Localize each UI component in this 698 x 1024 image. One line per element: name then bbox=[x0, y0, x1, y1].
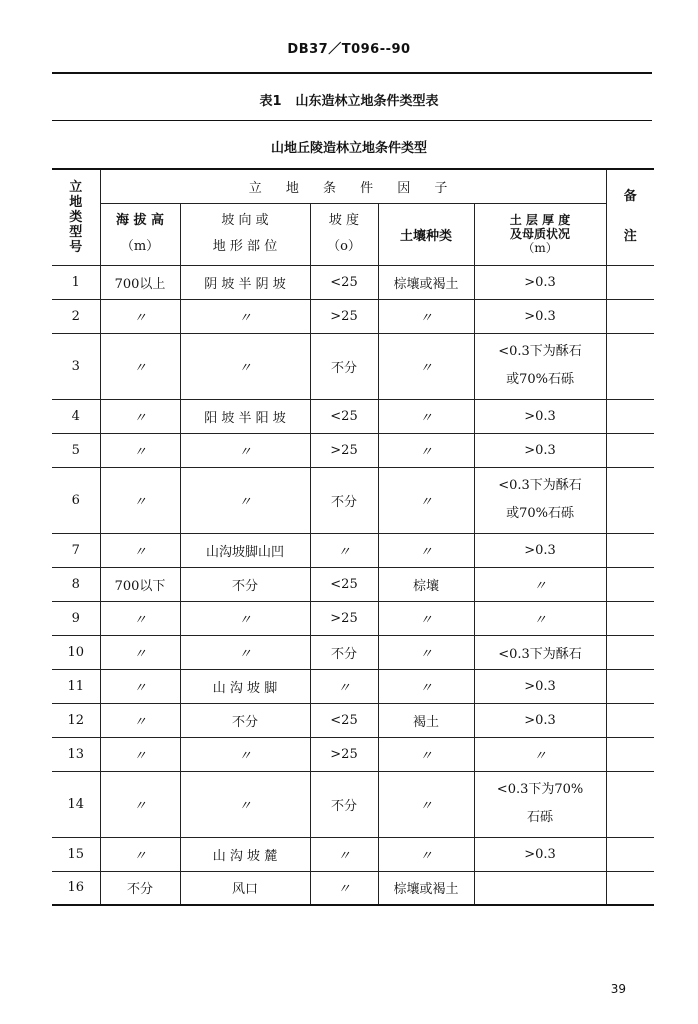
table-row bbox=[52, 265, 654, 299]
header-rule bbox=[52, 72, 652, 74]
cell-depth: <0.3下为酥石 bbox=[474, 635, 606, 669]
cell-no: 7 bbox=[52, 533, 100, 567]
cell-slope: 〃 bbox=[310, 871, 378, 905]
cell-depth bbox=[474, 771, 606, 837]
cell-remark bbox=[606, 703, 654, 737]
cell-slope: 不分 bbox=[310, 333, 378, 399]
cell-aspect: 风口 bbox=[180, 871, 310, 905]
cell-remark bbox=[606, 299, 654, 333]
cell-no: 4 bbox=[52, 399, 100, 433]
table-row bbox=[52, 703, 654, 737]
cell-aspect: 不分 bbox=[180, 703, 310, 737]
cell-remark bbox=[606, 533, 654, 567]
cell-depth: >0.3 bbox=[474, 265, 606, 299]
cell-slope: 〃 bbox=[310, 669, 378, 703]
cell-remark bbox=[606, 567, 654, 601]
cell-remark bbox=[606, 737, 654, 771]
table-number: 表1 bbox=[259, 94, 282, 109]
cell-soil: 〃 bbox=[378, 601, 474, 635]
cell-remark bbox=[606, 399, 654, 433]
cell-remark bbox=[606, 837, 654, 871]
cell-remark bbox=[606, 467, 654, 533]
cell-remark bbox=[606, 871, 654, 905]
cell-altitude: 〃 bbox=[100, 333, 180, 399]
table-row bbox=[52, 467, 654, 533]
cell-no: 16 bbox=[52, 871, 100, 905]
cell-depth bbox=[474, 333, 606, 399]
cell-slope: 〃 bbox=[310, 533, 378, 567]
table-title bbox=[0, 90, 698, 109]
cell-slope: >25 bbox=[310, 299, 378, 333]
cell-depth: >0.3 bbox=[474, 837, 606, 871]
page-number: 39 bbox=[610, 982, 626, 996]
cell-altitude: 〃 bbox=[100, 703, 180, 737]
cell-altitude: 〃 bbox=[100, 533, 180, 567]
cell-depth: >0.3 bbox=[474, 433, 606, 467]
cell-soil: 〃 bbox=[378, 771, 474, 837]
cell-soil: 〃 bbox=[378, 433, 474, 467]
cell-depth: >0.3 bbox=[474, 399, 606, 433]
document-header: DB37／T096--90 bbox=[287, 42, 411, 57]
cell-no: 10 bbox=[52, 635, 100, 669]
table-row bbox=[52, 737, 654, 771]
cell-no: 9 bbox=[52, 601, 100, 635]
cell-altitude: 700以上 bbox=[100, 265, 180, 299]
site-condition-table bbox=[52, 168, 654, 906]
cell-aspect: 〃 bbox=[180, 299, 310, 333]
cell-depth: >0.3 bbox=[474, 299, 606, 333]
header-soil: 土壤种类 bbox=[378, 203, 474, 265]
cell-no: 1 bbox=[52, 265, 100, 299]
cell-altitude: 〃 bbox=[100, 737, 180, 771]
cell-depth bbox=[474, 871, 606, 905]
table-row bbox=[52, 771, 654, 837]
cell-soil: 棕壤或褐土 bbox=[378, 265, 474, 299]
cell-aspect: 〃 bbox=[180, 635, 310, 669]
cell-no: 12 bbox=[52, 703, 100, 737]
table-row bbox=[52, 533, 654, 567]
cell-no: 5 bbox=[52, 433, 100, 467]
cell-soil: 〃 bbox=[378, 669, 474, 703]
header-factors: 立 地 条 件 因 子 bbox=[100, 169, 606, 203]
table-row bbox=[52, 837, 654, 871]
cell-no: 11 bbox=[52, 669, 100, 703]
cell-depth: >0.3 bbox=[474, 703, 606, 737]
cell-aspect: 山 沟 坡 麓 bbox=[180, 837, 310, 871]
cell-slope: <25 bbox=[310, 265, 378, 299]
cell-remark bbox=[606, 601, 654, 635]
cell-remark bbox=[606, 433, 654, 467]
table-row bbox=[52, 433, 654, 467]
cell-slope: 不分 bbox=[310, 467, 378, 533]
table-row bbox=[52, 399, 654, 433]
cell-slope: <25 bbox=[310, 703, 378, 737]
cell-no: 15 bbox=[52, 837, 100, 871]
table-row bbox=[52, 669, 654, 703]
cell-slope: >25 bbox=[310, 433, 378, 467]
cell-no: 2 bbox=[52, 299, 100, 333]
cell-depth-line-1: <0.3下为70% bbox=[496, 782, 584, 797]
cell-soil: 〃 bbox=[378, 837, 474, 871]
cell-slope: 不分 bbox=[310, 635, 378, 669]
cell-aspect: 〃 bbox=[180, 433, 310, 467]
header-type-no: 立地类型号 bbox=[52, 169, 100, 265]
cell-slope: >25 bbox=[310, 737, 378, 771]
cell-soil: 褐土 bbox=[378, 703, 474, 737]
cell-altitude: 不分 bbox=[100, 871, 180, 905]
cell-depth-line-1: <0.3下为酥石 bbox=[498, 478, 582, 493]
cell-soil: 棕壤或褐土 bbox=[378, 871, 474, 905]
cell-soil: 〃 bbox=[378, 299, 474, 333]
header-slope: 坡 度 （o） bbox=[310, 203, 378, 265]
cell-depth: 〃 bbox=[474, 567, 606, 601]
cell-no: 3 bbox=[52, 333, 100, 399]
cell-no: 13 bbox=[52, 737, 100, 771]
cell-aspect: 山沟坡脚山凹 bbox=[180, 533, 310, 567]
cell-aspect: 阴 坡 半 阴 坡 bbox=[180, 265, 310, 299]
cell-slope: >25 bbox=[310, 601, 378, 635]
cell-remark bbox=[606, 265, 654, 299]
cell-altitude: 〃 bbox=[100, 635, 180, 669]
table-row bbox=[52, 299, 654, 333]
cell-depth: 〃 bbox=[474, 737, 606, 771]
cell-depth: 〃 bbox=[474, 601, 606, 635]
cell-remark bbox=[606, 635, 654, 669]
cell-depth-line-2: 或70%石砾 bbox=[506, 372, 574, 387]
cell-no: 8 bbox=[52, 567, 100, 601]
cell-altitude: 〃 bbox=[100, 433, 180, 467]
table-row bbox=[52, 871, 654, 905]
cell-aspect: 阳 坡 半 阳 坡 bbox=[180, 399, 310, 433]
cell-soil: 〃 bbox=[378, 333, 474, 399]
cell-remark bbox=[606, 669, 654, 703]
cell-altitude: 〃 bbox=[100, 771, 180, 837]
cell-remark bbox=[606, 333, 654, 399]
cell-altitude: 〃 bbox=[100, 601, 180, 635]
table-row bbox=[52, 333, 654, 399]
cell-depth bbox=[474, 467, 606, 533]
cell-aspect: 〃 bbox=[180, 467, 310, 533]
table-row bbox=[52, 601, 654, 635]
cell-slope: 不分 bbox=[310, 771, 378, 837]
cell-soil: 〃 bbox=[378, 737, 474, 771]
cell-aspect: 〃 bbox=[180, 601, 310, 635]
header-remarks: 备注 bbox=[606, 169, 654, 265]
title-rule bbox=[52, 120, 652, 121]
cell-aspect: 不分 bbox=[180, 567, 310, 601]
cell-soil: 棕壤 bbox=[378, 567, 474, 601]
table-row bbox=[52, 567, 654, 601]
table-title-text: 山东造林立地条件类型表 bbox=[295, 94, 439, 109]
cell-depth-line-1: <0.3下为酥石 bbox=[498, 344, 582, 359]
cell-depth-line-2: 或70%石砾 bbox=[506, 506, 574, 521]
cell-depth: >0.3 bbox=[474, 669, 606, 703]
cell-soil: 〃 bbox=[378, 635, 474, 669]
cell-soil: 〃 bbox=[378, 467, 474, 533]
header-depth: 土 层 厚 度 及母质状况 （m） bbox=[474, 203, 606, 265]
cell-remark bbox=[606, 771, 654, 837]
cell-altitude: 〃 bbox=[100, 669, 180, 703]
cell-slope: <25 bbox=[310, 567, 378, 601]
cell-depth: >0.3 bbox=[474, 533, 606, 567]
table-row bbox=[52, 635, 654, 669]
cell-slope: 〃 bbox=[310, 837, 378, 871]
cell-altitude: 〃 bbox=[100, 837, 180, 871]
cell-aspect: 〃 bbox=[180, 737, 310, 771]
cell-aspect: 〃 bbox=[180, 333, 310, 399]
header-aspect: 坡 向 或 地 形 部 位 bbox=[180, 203, 310, 265]
cell-no: 14 bbox=[52, 771, 100, 837]
cell-aspect: 山 沟 坡 脚 bbox=[180, 669, 310, 703]
cell-soil: 〃 bbox=[378, 533, 474, 567]
cell-altitude: 〃 bbox=[100, 399, 180, 433]
cell-depth-line-2: 石砾 bbox=[527, 810, 554, 825]
cell-altitude: 〃 bbox=[100, 299, 180, 333]
cell-soil: 〃 bbox=[378, 399, 474, 433]
cell-no: 6 bbox=[52, 467, 100, 533]
header-altitude: 海 拔 高 （m） bbox=[100, 203, 180, 265]
cell-aspect: 〃 bbox=[180, 771, 310, 837]
cell-altitude: 〃 bbox=[100, 467, 180, 533]
cell-altitude: 700以下 bbox=[100, 567, 180, 601]
cell-slope: <25 bbox=[310, 399, 378, 433]
table-subtitle: 山地丘陵造林立地条件类型 bbox=[270, 141, 427, 156]
